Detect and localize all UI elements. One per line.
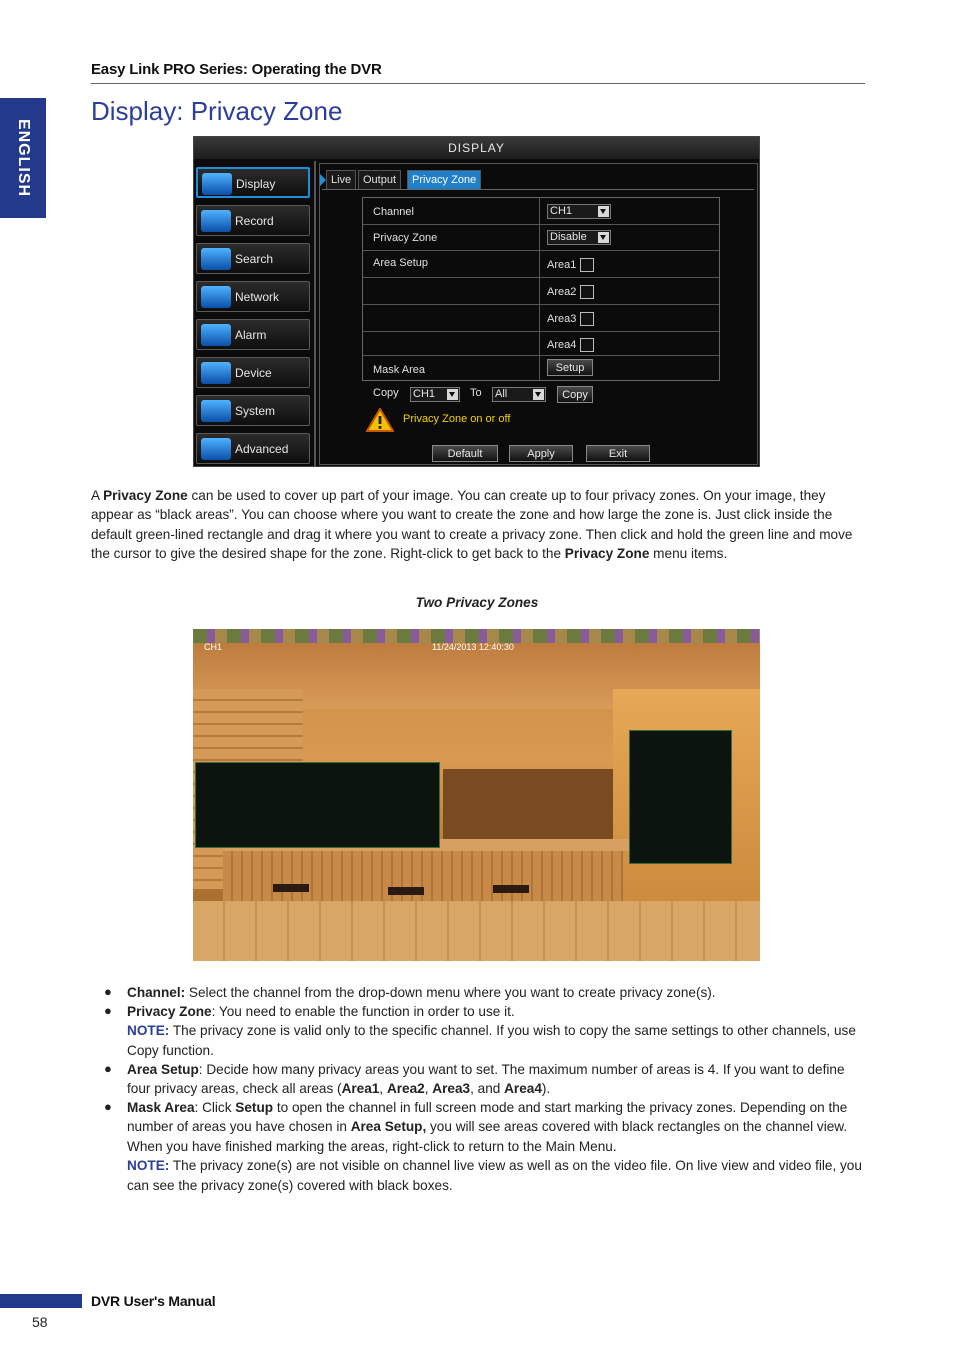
hanging-flowers <box>193 629 760 643</box>
area1-label: Area1 <box>547 258 577 271</box>
area2-checkbox[interactable] <box>547 285 594 299</box>
network-icon <box>201 286 231 308</box>
monitor-icon <box>202 173 232 195</box>
channel-label: Channel <box>373 206 414 218</box>
bullet-term: Mask Area <box>127 1100 195 1115</box>
bullet-term: Setup <box>235 1100 274 1115</box>
checkbox-icon <box>580 258 594 272</box>
record-icon <box>201 210 231 232</box>
bullet-privacy-zone <box>127 1002 867 1060</box>
privacy-zone-select-value: Disable <box>550 231 587 243</box>
menu-item-label: Display <box>236 177 276 191</box>
bullet-icon: ● <box>104 1003 112 1018</box>
copy-to-label: To <box>470 387 482 399</box>
warning-icon <box>366 408 394 432</box>
bullet-icon: ● <box>104 984 112 999</box>
bullet-channel <box>127 983 867 1002</box>
tools-icon <box>201 438 231 460</box>
bar-stool <box>273 884 309 892</box>
copy-button[interactable]: Copy <box>557 386 593 403</box>
area-setup-row <box>363 251 719 278</box>
chevron-down-icon <box>447 389 458 400</box>
gear-icon <box>201 400 231 422</box>
mask-area-label: Mask Area <box>373 364 425 376</box>
menu-item-label: Record <box>235 214 274 228</box>
exit-button[interactable]: Exit <box>586 445 650 462</box>
privacy-mask-zone <box>629 730 732 864</box>
area-term: Area3 <box>432 1081 471 1097</box>
menu-item-label: Network <box>235 290 280 304</box>
menu-item-label: Device <box>235 366 272 380</box>
area-term: Area2 <box>386 1081 425 1097</box>
bar-stool <box>493 885 529 893</box>
menu-item-alarm[interactable] <box>196 319 310 350</box>
intro-paragraph <box>91 486 866 564</box>
copy-from-select[interactable] <box>410 387 460 402</box>
area-setup-label: Area Setup <box>373 257 429 269</box>
area2-label: Area2 <box>547 285 577 298</box>
tab-underline <box>322 189 754 190</box>
warning-message: Privacy Zone on or off <box>403 413 511 425</box>
menu-item-system[interactable] <box>196 395 310 426</box>
area4-row <box>363 332 719 356</box>
alarm-icon <box>201 324 231 346</box>
area4-checkbox[interactable] <box>547 338 594 352</box>
tab-output[interactable]: Output <box>358 170 401 190</box>
checkbox-icon <box>580 285 594 299</box>
tab-privacy-zone[interactable]: Privacy Zone <box>407 170 481 190</box>
figure-caption: Two Privacy Zones <box>415 595 539 610</box>
bullet-term: Area Setup, <box>350 1119 427 1135</box>
bullet-text: Select the channel from the drop-down menu where you want to create privacy zone(s). <box>185 985 716 1000</box>
menu-divider <box>314 161 316 466</box>
area-term: Area4 <box>504 1081 542 1097</box>
language-side-tab <box>0 98 46 218</box>
bullet-area-setup <box>127 1060 867 1099</box>
dvr-window-title: DISPLAY <box>194 137 759 159</box>
bar-stool <box>388 887 424 895</box>
search-icon <box>201 248 231 270</box>
mask-area-row <box>363 356 719 380</box>
channel-row <box>363 198 719 225</box>
chevron-down-icon <box>598 232 609 243</box>
area-term: Area1 <box>341 1081 380 1097</box>
menu-item-network[interactable] <box>196 281 310 312</box>
area2-row <box>363 278 719 305</box>
intro-text: A <box>91 488 104 503</box>
apply-button[interactable]: Apply <box>509 445 573 462</box>
page-title: Display: Privacy Zone <box>91 96 343 126</box>
copy-to-value: All <box>495 388 508 400</box>
bullet-text: you will see areas covered with black rectangles on the channel view. When you have finished marking the areas, right-click to return to the Main Menu. <box>127 1119 848 1154</box>
copy-label: Copy <box>373 387 399 399</box>
privacy-zone-select[interactable] <box>547 230 611 245</box>
area3-row <box>363 305 719 332</box>
bullet-text: , <box>379 1081 387 1097</box>
default-button[interactable]: Default <box>432 445 498 462</box>
menu-item-label: Search <box>235 252 274 266</box>
privacy-zone-label: Privacy Zone <box>373 232 438 244</box>
footer-manual-title: DVR User's Manual <box>91 1293 216 1309</box>
area1-checkbox[interactable] <box>547 258 594 272</box>
privacy-zone-row <box>363 225 719 251</box>
footer-bar <box>0 1294 82 1308</box>
bullet-text: , and <box>470 1081 505 1097</box>
intro-text: menu items. <box>649 546 728 562</box>
copy-to-select[interactable] <box>492 387 546 402</box>
menu-item-search[interactable] <box>196 243 310 274</box>
bullet-text: ). <box>541 1081 551 1097</box>
bullet-text: : Click <box>194 1100 236 1115</box>
menu-item-advanced[interactable] <box>196 433 310 464</box>
bullet-icon: ● <box>104 1061 112 1076</box>
note-label: NOTE: <box>127 1023 170 1039</box>
channel-select[interactable] <box>547 204 611 219</box>
channel-select-value: CH1 <box>550 205 573 217</box>
camera-view-image <box>193 629 760 961</box>
checkbox-icon <box>580 338 594 352</box>
bullet-term: Area Setup <box>127 1062 199 1077</box>
note-text: The privacy zone is valid only to the specific channel. If you wish to copy the same settings to other channels, use Copy function. <box>127 1023 856 1058</box>
wood-floor <box>193 901 760 961</box>
dvr-display-screenshot <box>193 136 760 467</box>
copy-from-value: CH1 <box>413 388 436 400</box>
tab-live[interactable]: Live <box>326 170 356 190</box>
bullet-term: Privacy Zone <box>127 1004 212 1019</box>
page-number: 58 <box>32 1314 48 1330</box>
area3-label: Area3 <box>547 312 577 325</box>
menu-item-label: Advanced <box>235 442 289 456</box>
intro-term: Privacy Zone <box>564 546 650 562</box>
menu-item-label: System <box>235 404 276 418</box>
osd-timestamp: 11/24/2013 12:40:30 <box>432 642 514 652</box>
menu-item-device[interactable] <box>196 357 310 388</box>
menu-item-display[interactable] <box>196 167 310 198</box>
privacy-zone-settings-grid <box>362 197 720 381</box>
note-label: NOTE: <box>127 1158 170 1174</box>
mask-area-setup-button[interactable]: Setup <box>547 359 593 376</box>
chevron-down-icon <box>598 206 609 217</box>
device-icon <box>201 362 231 384</box>
bullet-icon: ● <box>104 1099 112 1114</box>
privacy-mask-zone <box>195 762 440 848</box>
area3-checkbox[interactable] <box>547 312 594 326</box>
checkbox-icon <box>580 312 594 326</box>
chevron-down-icon <box>533 389 544 400</box>
area4-label: Area4 <box>547 338 577 351</box>
running-header: Easy Link PRO Series: Operating the DVR <box>91 61 382 78</box>
intro-text: can be used to cover up part of your image. You can create up to four privacy zones. On your image, they appear as “black areas”. You can choose where you want to create the zone and how large the zone is. Just click inside the default green-lined rectangle and drag it where you want to create a privacy zone. Then click and hold the green line and move the cursor to give the desired shape for the zone. Right-click to get back to the <box>91 488 853 562</box>
back-shelf <box>443 769 613 849</box>
menu-item-record[interactable] <box>196 205 310 236</box>
bullet-term: Channel: <box>127 985 186 1000</box>
intro-term: Privacy Zone <box>103 488 188 503</box>
menu-item-label: Alarm <box>235 328 267 342</box>
bullet-mask-area <box>127 1098 867 1195</box>
header-rule <box>91 83 865 84</box>
bullet-text: , <box>424 1081 433 1097</box>
language-label: ENGLISH <box>15 118 32 198</box>
bullet-text: : Decide how many privacy areas you want to set. The maximum number of areas is 4. If you want to define four privacy areas, check all areas ( <box>127 1062 845 1097</box>
bullet-text: : You need to enable the function in order to use it. <box>211 1004 515 1019</box>
note-text: The privacy zone(s) are not visible on channel live view as well as on the video file. On live view and video file, you can see the privacy zone(s) covered with black boxes. <box>127 1158 862 1193</box>
osd-channel-label: CH1 <box>204 642 223 652</box>
bullet-text: to open the channel in full screen mode and start marking the privacy zones. Depending on the number of areas you have chosen in <box>127 1100 848 1135</box>
